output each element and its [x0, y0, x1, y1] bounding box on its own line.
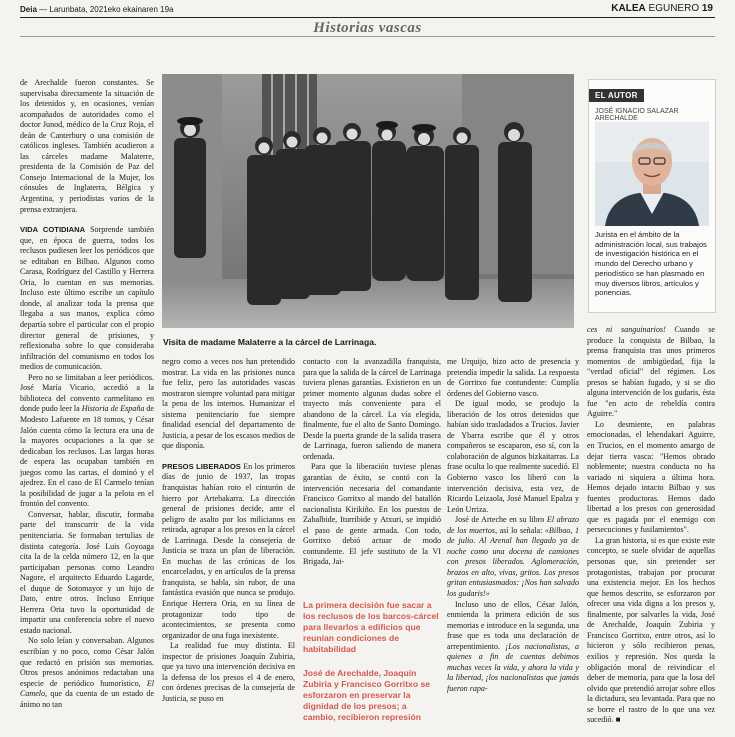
quoted-text: ces ni sanguinarios! [587, 325, 666, 334]
paragraph [447, 600, 579, 695]
paragraph: La gran historia, si es que existe este concepto, se suele olvidar de aquellas personas que, sin pretender ser protagonistas, trabajan por procurar una existencia mejor. En los hechos que hemos descrito, se esforzaron por ofrecer una vida digna a los presos y, finalmente, por salvarles la vida, José de Arechalde, Joaquín Zubiria y Francisco Gorritxo, entre otros, así lo hicieron y sólo recibieron penas, exilios y represión. Nos queda la obligación moral de reivindicar el deber de memoria, para que la losa del olvido que pretendió arrojar sobre ellos la dictadura, sea levantada. Para que no se borre el rastro de lo que una vez sucedió. ■ [587, 535, 715, 725]
paragraph: De igual modo, se produjo la liberación de los otros detenidos que habían sido trasladados a Trucios. Javier de Ybarra escribe que él y otros compañeros se escaparon, eso sí, con la colaboración de algunos bizkaitarras. La frase oculta lo que realmente sucedió. El Gobierno vasco los liberó con la intervención decisiva, esta vez, de Ricardo Leizaola, José Manuel Epalza y León Urriza. [447, 399, 579, 514]
paragraph [20, 636, 154, 710]
article-column-3 [303, 357, 441, 597]
author-bio: Jurista en el ámbito de la administración local, sus trabajos de investigación histórica en el mundo del Derecho urbano y periodístico se han plasmado en muy diversos libros, artículos y ponencias. [595, 230, 707, 298]
paragraph: contacto con la avanzadilla franquista, para que la salida de la cárcel de Larrinaga tuviera plenas garantías. Existieron en un primer momento algunas dudas sobre el trayecto más conveniente para el abandono de la cárcel. La vía elegida, finalmente, fue el alto de Santo Domingo. Desde la puerta grande de la salida trasera de Larrinaga, fueron saliendo de manera ordenada. [303, 357, 441, 461]
section-rule [20, 36, 715, 37]
paragraph: me Urquijo, hizo acto de presencia y pretendía impedir la salida. La respuesta de Gorritxo fue contundente: Cumplía órdenes del Gobierno vasco. [447, 357, 579, 398]
article-column-4 [447, 357, 579, 730]
issue-date: Larunbata, 2021eko ekainaren 19a [49, 5, 174, 14]
paragraph-text: En los primeros días de junio de 1937, las tropas franquistas habían roto el cinturón de hierro por Artebakarra. La dirección general de prisiones decide, ante el peligro de asalto por los milicianos en retirada, agrupar a los presos en la cárcel de Larrinaga. Desde la consejería de Justicia se traza un plan de liberación. En muchas de las crónicas de los encarcelados, y en artículos de la prensa franquista, se habla, sin rubor, de una fantástica evasión que nunca se produjo. Enrique Herrera Oria, en su línea de protagonizar todo tipo de acontecimientos, se presenta como organizador de una fuga inexistente. [162, 461, 295, 640]
paragraph: La realidad fue muy distinta. El inspector de prisiones Joaquín Zubiria, que ya tuvo una intervención decisiva en la defensa de los presos el 4 de enero, con órdenes precisas de la consejería de Justicia, se puso en [162, 641, 295, 703]
author-portrait-illustration [595, 122, 709, 226]
article-column-1 [20, 78, 154, 730]
photo-illustration [162, 74, 574, 328]
pull-quote-1: La primera decisión fue sacar a los reclusos de los barcos-cárcel para llevarlos a edificios que reunían condiciones de habitabilidad [303, 600, 439, 654]
section-title: Historias vascas [313, 20, 422, 36]
paragraph: de Arechalde fueron constantes. Se supervisaba directamente la situación de los detenidos y, en ocasiones, venían acompañados de autoridades como el doctor Junod, médico de la Cruz Roja, el deán de Canterbury o una comisión de católicos ingleses. También acudieron a las cárceles madame Malaterre, presidenta de la Comisión de Paz del Consejo Internacional de la Mujer, los cónsules de Inglaterra, Bélgica y Argentina, y periodistas varios de la prensa extranjera. [20, 78, 154, 214]
header-rule [20, 17, 715, 18]
historical-photo [162, 74, 574, 328]
paragraph [162, 462, 295, 641]
author-box [588, 79, 716, 313]
paragraph [20, 373, 154, 510]
paragraph: negro como a veces nos han pretendido mostrar. La vida en las prisiones nunca fue feliz, pero las autoridades vascas mostraron siempre voluntad para mitigar la pena de los internos. Humanizar el sistema penitenciario fue siempre finalidad esencial del departamento de Justicia, a pesar de los escasos medios de que disponía. [162, 357, 295, 451]
article-column-2 [162, 357, 295, 730]
book-title: El abrazo de los muertos [447, 515, 579, 535]
header-separator: — [39, 5, 48, 14]
paragraph-text: , así lo señala: [495, 525, 545, 535]
paragraph-text: Incluso uno de ellos, César Jalón, enmienda la primera edición de sus memorias e introduce en la segunda, una frase que es toda una declaración de arrepentimiento. [447, 599, 579, 651]
paragraph-text: de Modesto Lafuente en 18 tomos, y César Jalón cuenta cómo la lectura era una de la mayores ocupaciones a la que se dedicaban los reclusos. Las largas horas de espera las ocupaban también en juegos como las cartas, el dominó y el ajedrez. En el caso de El Carmelo tenían la posibilidad de jugar a la pelota en el frontón del convento. [20, 404, 154, 509]
paragraph-text: Sorprende también que, en época de guerra, todos los reclusos pudiesen leer los periódicos que se editaban en Bilbao. Algunos como Carasa, Rodríguez del Castillo y Herrera Oria, lo cuentan en sus memorias. Incluso este último escribe un capítulo donde, al analizar toda la prensa que llegaba a sus manos, explica cómo departía sobre el particular con el propio director general de prisiones, y reflexionaba sobre lo que consideraba infiltración del comunismo en todos los medios de comunicación. [20, 225, 154, 372]
pull-quote-2: José de Arechalde, Joaquín Zubiria y Francisco Gorritxo se esforzaron en preservar la dignidad de los presos; a cambio, recibieron represión [303, 668, 431, 722]
author-portrait [595, 122, 709, 226]
header-dateline [20, 5, 173, 14]
paragraph-text: José de Arteche en su libro [455, 515, 547, 525]
paragraph-text: , que da cuenta de un estado de ánimo no tan [20, 689, 154, 709]
subheading-vida-cotidiana: VIDA COTIDIANA [20, 225, 86, 235]
page-number: 19 [701, 3, 713, 14]
paragraph: Para que la liberación tuviese plenas garantías de éxito, se contó con la intervención necesaria del comandante Francisco Gorritxo al mando del batallón nacionalista Kirikiño. En los puestos de Zabalbide, Iturribide y Atxuri, se impidió el paso de gente armada. Con todo, Gorritxo debió actuar de modo contundente. El jefe sustituto de la VI Brigada, Jai- [303, 462, 441, 567]
book-title: Historia de España [81, 404, 145, 414]
paragraph-text: Cuando se produce la conquista de Bilbao, la prensa franquista tras unos primeros momentos de ambigüedad, fija la "verdad oficial" del régimen. Los presos se habían fugado, y si se dio alguna intervención de los gudaris, ésta fue "en acto de rebeldía contra Aguirre." [587, 325, 715, 419]
quoted-text: «Bilbao, 1 de julio. Al Arenal han llegado ya de noche como una docena de camiones con presos liberados. Aglomeración, brazos en alto, vivas, gritos. Los presos gritan entusiasmados: ¡Nos han salvado los gudaris!» [447, 525, 579, 599]
photo-caption: Visita de madame Malaterre a la cárcel de Larrinaga. [163, 337, 377, 347]
article-column-5 [587, 325, 715, 730]
section-sub: EGUNERO [648, 3, 700, 14]
paragraph [587, 325, 715, 420]
paragraph-text: Pero no se limitaban a leer periódicos. José María Vicario, accedió a la biblioteca del convento carmelitano en donde pudo leer la [20, 372, 154, 414]
author-tag: EL AUTOR [589, 89, 644, 102]
paragraph [20, 225, 154, 373]
header-section [611, 3, 713, 14]
publication-title: El Camelo [20, 678, 154, 699]
paragraph: Conversar, hablar, discutir, formaba parte del transcurrir de la vida penitenciaria. Se formaban tertulias de distinta categoría. José Luis Goyoaga cita la de la celda número 12, en la que participaban personas como Leandro Nagore, el arquitecto Eduardo Lagarde, el duque de Sotomayor y un hijo de Dato, entre otros. Incluso Enrique Herrera Oria tuvo la oportunidad de impartir una conferencia sobre el nuevo estado nacional. [20, 509, 154, 635]
quoted-text: ¡Los nacionalistas, a quienes a fin de cuentas debimos muchas veces la vida, y ahora la vida y la libertad, ¡los nacionalistas que jamás fueron rapa- [447, 641, 579, 693]
paragraph [447, 515, 579, 599]
author-name: JOSÉ IGNACIO SALAZAR ARECHALDE [595, 108, 679, 122]
section-name: KALEA [611, 3, 646, 14]
paragraph: Lo desmiente, en palabras emocionadas, el lehendakari Aguirre, en Trucios, en el momento amargo de dejar tierra vasca: "Hemos obrado noblemente; nuestra conducta no ha variado ni siquiera a última hora. Hemos dejado intacto Bilbao y sus fuentes productoras. Hemos dado libertad a los presos con generosidad que es pagada por el enemigo con persecuciones y fusilamientos". [587, 419, 715, 535]
paper-name: Deia [20, 5, 37, 14]
subheading-presos-liberados: PRESOS LIBERADOS [162, 461, 241, 471]
paragraph-text: No solo leían y conversaban. Algunos escribían y no poco, como César Jalón que redactó en prisión sus memorias. Otros presos anónimos redactaban una especie de periódico humorístico, [20, 636, 154, 688]
